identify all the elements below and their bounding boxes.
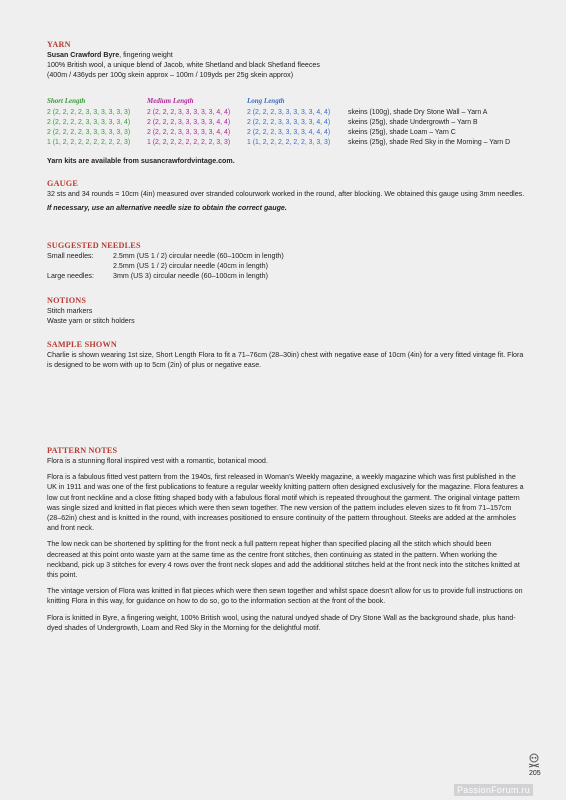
yarn-name: Susan Crawford Byre xyxy=(47,51,120,59)
medium-yarn-c: 2 (2, 2, 2, 3, 3, 3, 3, 3, 4, 4) xyxy=(147,129,231,137)
yarn-desc-2: (400m / 436yds per 100g skein approx – 100m / 109yds per 25g skein approx) xyxy=(47,71,294,80)
pattern-notes-intro: Flora is a stunning floral inspired vest with a romantic, botanical mood. xyxy=(47,457,268,465)
yarn-kits-note: Yarn kits are available from susancrawfordvintage.com. xyxy=(47,157,235,165)
yarn-heading: YARN xyxy=(47,40,71,49)
page-number: 205 xyxy=(529,770,541,777)
long-yarn-a: 2 (2, 2, 2, 3, 3, 3, 3, 3, 4, 4) xyxy=(247,109,331,116)
pattern-notes-heading: PATTERN NOTES xyxy=(47,446,118,455)
shade-yarn-a: skeins (100g), shade Dry Stone Wall – Yarn A xyxy=(348,109,488,116)
needles-section xyxy=(47,241,525,282)
pattern-notes-p4: Flora is knitted in Byre, a fingering weight, 100% British wool, using the natural undyed shade of Dry Stone Wall as the background shade, plus hand-dyed shades of Undergrowth, Loam and Red Sky in the Morning for the delightful motif. xyxy=(47,613,516,632)
small-needle-1: 2.5mm (US 1 / 2) circular needle (60–100cm in length) xyxy=(113,252,284,260)
skull-logo-icon xyxy=(526,752,542,768)
small-needle-2: 2.5mm (US 1 / 2) circular needle (40cm in length) xyxy=(113,262,268,271)
shade-yarn-d: skeins (25g), shade Red Sky in the Morning – Yarn D xyxy=(348,139,511,147)
gauge-note: If necessary, use an alternative needle size to obtain the correct gauge. xyxy=(47,204,287,213)
pattern-notes-section xyxy=(47,446,525,639)
pattern-notes-p2: The low neck can be shortened by splitting for the front neck a full pattern repeat higher than specified placing all the stitch which should been decreased at this point onto waste yarn at the same time as the centre front stitches, then continuing as stated in the pattern. When working the neckband, pick up 3 stitches for every 4 rows over the front neck slopes and add the additional stitches held at the front neck into the stitches knitted at this point. xyxy=(47,540,520,580)
yarn-name-line xyxy=(47,50,525,60)
needles-heading: SUGGESTED NEEDLES xyxy=(47,241,141,250)
medium-length-header: Medium Length xyxy=(147,97,194,105)
watermark: PassionForum.ru xyxy=(454,784,533,796)
notions-section xyxy=(47,296,525,326)
sample-text: Charlie is shown wearing 1st size, Short Length Flora to fit a 71–76cm (28–30in) chest with negative ease of 10cm (4in) for a very fitted vintage fit. Flora is designed to be worn with up to 5cm (2in) of plus or negative ease. xyxy=(47,351,524,370)
long-length-column xyxy=(247,108,330,148)
needle-row-large xyxy=(47,271,525,281)
long-yarn-b: 2 (2, 2, 2, 3, 3, 3, 3, 3, 4, 4) xyxy=(247,119,331,127)
sample-section xyxy=(47,340,525,370)
short-yarn-c: 2 (2, 2, 2, 2, 3, 3, 3, 3, 3, 3) xyxy=(47,129,131,137)
large-needles-label: Large needles: xyxy=(47,272,94,281)
notion-item-2: Waste yarn or stitch holders xyxy=(47,317,135,326)
yarn-section xyxy=(47,40,525,81)
long-yarn-d: 1 (1, 2, 2, 2, 2, 2, 2, 3, 3, 3) xyxy=(247,139,331,147)
gauge-section xyxy=(47,179,525,213)
short-length-header: Short Length xyxy=(47,97,86,105)
shade-yarn-b: skeins (25g), shade Undergrowth – Yarn B xyxy=(348,119,478,127)
pattern-notes-p1: Flora is a fabulous fitted vest pattern from the 1940s, first released in Woman’s Weekly magazine, a weekly magazine which was first published in the UK in 1911 and was one of the first publications to feature a regular weekly knitting pattern often designed exclusively for the magazine. Flora features a low cut front neckline and a close fitting shaped body with a fabulous floral motif which is repeated throughout the garment. The original vintage pattern was single sized and knitted in flat pieces which were then sewn together. The new version of the pattern includes eleven sizes to fit from 71–157cm (28–62in) chest and is knitted in the round, with increases positioned to ensure continuity of the pattern throughout. Steeks are added at the armholes and front neck. xyxy=(47,473,524,533)
shade-yarn-c: skeins (25g), shade Loam – Yarn C xyxy=(348,129,456,137)
notion-item-1: Stitch markers xyxy=(47,307,93,315)
medium-yarn-d: 1 (2, 2, 2, 2, 2, 2, 2, 2, 3, 3) xyxy=(147,139,231,147)
small-needles-label: Small needles: xyxy=(47,252,94,260)
short-yarn-a: 2 (2, 2, 2, 2, 3, 3, 3, 3, 3, 3) xyxy=(47,109,131,116)
needle-row-small-1 xyxy=(47,251,525,261)
notions-heading: NOTIONS xyxy=(47,296,87,305)
medium-length-column xyxy=(147,108,230,148)
long-yarn-c: 2 (2, 2, 2, 3, 3, 3, 3, 4, 4, 4) xyxy=(247,129,331,137)
medium-yarn-b: 2 (2, 2, 2, 3, 3, 3, 3, 3, 4, 4) xyxy=(147,119,231,127)
gauge-heading: GAUGE xyxy=(47,179,79,188)
yarn-desc-1: 100% British wool, a unique blend of Jacob, white Shetland and black Shetland fleeces xyxy=(47,61,320,70)
pattern-notes-p3: The vintage version of Flora was knitted in flat pieces which were then sewn together and whilst space doesn’t allow for us to provide full instructions on knitting Flora in this way, for guidance on how to do so, go to the information section at the front of the book. xyxy=(47,587,523,606)
short-length-column xyxy=(47,108,130,148)
sample-heading: SAMPLE SHOWN xyxy=(47,340,117,349)
needle-row-small-2 xyxy=(47,261,525,271)
short-yarn-d: 1 (1, 2, 2, 2, 2, 2, 2, 2, 2, 3) xyxy=(47,139,131,147)
long-length-header: Long Length xyxy=(247,97,285,105)
yarn-weight: , fingering weight xyxy=(119,51,173,59)
large-needle-1: 3mm (US 3) circular needle (60–100cm in length) xyxy=(113,272,268,281)
shade-column xyxy=(348,108,510,148)
medium-yarn-a: 2 (2, 2, 2, 3, 3, 3, 3, 3, 4, 4) xyxy=(147,109,231,116)
gauge-text: 32 sts and 34 rounds = 10cm (4in) measured over stranded colourwork worked in the round, after blocking. We obtained this gauge using 3mm needles. xyxy=(47,190,525,198)
short-yarn-b: 2 (2, 2, 2, 2, 3, 3, 3, 3, 3, 4) xyxy=(47,119,131,127)
